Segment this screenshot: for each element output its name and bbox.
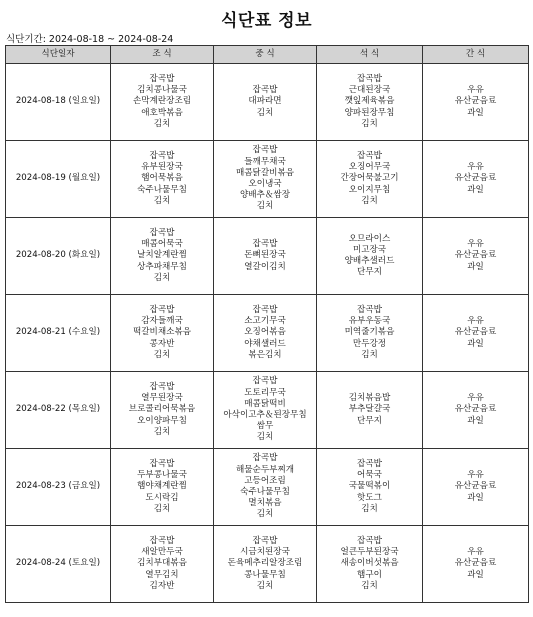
breakfast-menu-item: 김치 — [153, 503, 171, 514]
snack-menu-item: 과일 — [467, 415, 484, 426]
snack-cell — [423, 141, 529, 218]
dinner-menu-item: 깻잎제육볶음 — [344, 96, 395, 107]
dinner-menu-item: 김치볶음밥 — [348, 393, 391, 404]
dinner-menu-item: 새송이버섯볶음 — [340, 558, 399, 569]
snack-cell — [423, 449, 529, 526]
snack-menu-item: 우유 — [467, 393, 484, 404]
dinner-menu-item: 김치 — [361, 349, 378, 360]
lunch-menu-item: 잡곡밥 — [252, 453, 278, 464]
lunch-menu-item: 김치 — [256, 107, 274, 118]
dinner-menu-item: 햄구이 — [357, 569, 382, 580]
breakfast-menu-item: 잡곡밥 — [149, 227, 175, 238]
dinner-menu-item: 유부우동국 — [348, 316, 391, 327]
dinner-menu-item: 오므라이스 — [348, 233, 391, 244]
lunch-menu-item: 잡곡밥 — [252, 85, 278, 96]
breakfast-menu-item: 김자반 — [149, 580, 175, 591]
breakfast-menu-item: 김치 — [153, 349, 171, 360]
lunch-cell — [214, 64, 317, 141]
breakfast-menu-item: 잡곡밥 — [149, 73, 175, 84]
dinner-menu-item: 부추달걀국 — [348, 404, 391, 415]
table-row — [6, 64, 529, 141]
breakfast-menu-item: 김치 — [153, 195, 171, 206]
meal-date: 2024-08-21 (수요일) — [6, 295, 111, 372]
lunch-menu-item: 잡곡밥 — [252, 376, 278, 387]
lunch-menu-item: 멸치볶음 — [248, 498, 282, 509]
breakfast-menu-item: 잡곡밥 — [149, 304, 175, 315]
dinner-menu-item: 잡곡밥 — [357, 458, 382, 469]
snack-cell — [423, 372, 529, 449]
snack-menu-item: 우유 — [467, 470, 484, 481]
lunch-cell — [214, 526, 317, 603]
dinner-menu-item: 김치 — [361, 503, 378, 514]
dinner-menu-item: 근대된장국 — [348, 85, 391, 96]
breakfast-menu-item: 날치알계란찜 — [137, 250, 187, 261]
breakfast-menu-item: 유부된장국 — [141, 162, 183, 173]
lunch-menu-item: 볶은김치 — [248, 349, 282, 360]
snack-menu-item: 과일 — [467, 338, 484, 349]
breakfast-menu-item: 김치콩나물국 — [137, 85, 187, 96]
breakfast-menu-item: 애호박볶음 — [141, 107, 183, 118]
lunch-menu-item: 오이냉국 — [248, 179, 282, 189]
breakfast-cell — [111, 218, 214, 295]
snack-menu-item: 우유 — [467, 316, 484, 327]
lunch-cell — [214, 141, 317, 218]
table-row — [6, 372, 529, 449]
dinner-cell — [317, 141, 423, 218]
lunch-menu-item: 잡곡밥 — [252, 239, 278, 250]
lunch-menu-item: 쌈무 — [256, 421, 274, 432]
dinner-cell — [317, 218, 423, 295]
breakfast-menu-item: 매콤어묵국 — [141, 239, 183, 250]
table-row — [6, 449, 529, 526]
dinner-menu-item: 단무지 — [357, 415, 382, 426]
dinner-cell — [317, 372, 423, 449]
lunch-menu-item: 해물순두부찌개 — [235, 464, 295, 475]
lunch-menu-item: 잡곡밥 — [252, 145, 278, 156]
breakfast-menu-item: 햄야채계란찜 — [137, 481, 187, 492]
dinner-cell — [317, 295, 423, 372]
dinner-menu-item: 오징어무국 — [348, 162, 391, 173]
dinner-cell — [317, 526, 423, 603]
dinner-menu-item: 잡곡밥 — [357, 304, 382, 315]
lunch-menu-item: 시금치된장국 — [240, 547, 290, 558]
dinner-menu-item: 김치 — [361, 195, 378, 206]
snack-cell — [423, 526, 529, 603]
breakfast-menu-item: 두부콩나물국 — [137, 470, 187, 481]
page-title: 식단표 정보 — [220, 11, 313, 31]
snack-cell — [423, 218, 529, 295]
lunch-menu-item: 김치 — [256, 580, 274, 591]
breakfast-menu-item: 김치부대볶음 — [137, 558, 187, 569]
lunch-menu-item: 들깨무채국 — [244, 156, 286, 167]
breakfast-menu-item: 잡곡밥 — [149, 150, 175, 161]
meal-table — [5, 45, 529, 603]
breakfast-menu-item: 잡곡밥 — [149, 535, 175, 546]
lunch-menu-item: 야채샐러드 — [244, 338, 286, 349]
snack-menu-item: 유산균음료 — [454, 327, 497, 338]
breakfast-cell — [111, 372, 214, 449]
lunch-menu-item: 잡곡밥 — [252, 535, 278, 546]
dinner-menu-item: 미역줄기볶음 — [344, 327, 395, 338]
dinner-menu-item: 오이지무침 — [348, 184, 391, 195]
breakfast-menu-item: 김치 — [153, 272, 171, 283]
snack-menu-item: 과일 — [467, 261, 484, 272]
meal-period: 식단기간: 2024-08-18 ~ 2024-08-24 — [6, 34, 174, 45]
table-body — [6, 64, 529, 603]
lunch-menu-item: 매콤닭갈비볶음 — [235, 167, 295, 178]
dinner-menu-item: 핫도그 — [357, 492, 382, 503]
snack-menu-item: 유산균음료 — [454, 404, 497, 415]
meal-date: 2024-08-19 (월요일) — [6, 141, 111, 218]
breakfast-menu-item: 새알만두국 — [141, 547, 183, 558]
dinner-menu-item: 간장어묵불고기 — [340, 173, 399, 184]
breakfast-menu-item: 숙주나물무침 — [137, 184, 187, 195]
lunch-cell — [214, 295, 317, 372]
header-date: 식단일자 — [6, 46, 111, 64]
lunch-cell — [214, 449, 317, 526]
header-breakfast: 조 식 — [111, 46, 214, 64]
breakfast-menu-item: 김치 — [153, 118, 171, 129]
dinner-menu-item: 미고장국 — [352, 244, 387, 255]
meal-date: 2024-08-24 (토요일) — [6, 526, 111, 603]
lunch-menu-item: 콩나물무침 — [244, 569, 286, 580]
table-row — [6, 295, 529, 372]
snack-menu-item: 유산균음료 — [454, 173, 497, 184]
breakfast-menu-item: 상추파채무침 — [137, 261, 187, 272]
dinner-menu-item: 양파된장무침 — [344, 107, 395, 118]
snack-menu-item: 유산균음료 — [454, 558, 497, 569]
breakfast-menu-item: 잡곡밥 — [149, 458, 175, 469]
lunch-menu-item: 잡곡밥 — [252, 304, 278, 315]
snack-menu-item: 유산균음료 — [454, 250, 497, 261]
lunch-menu-item: 돈육메추리알장조림 — [227, 558, 303, 569]
dinner-menu-item: 양배추샐러드 — [344, 256, 395, 266]
dinner-menu-item: 만두강정 — [352, 338, 387, 349]
snack-menu-item: 우유 — [467, 547, 484, 558]
lunch-menu-item: 김치 — [256, 509, 274, 520]
table-row — [6, 218, 529, 295]
lunch-menu-item: 대파라면 — [248, 96, 282, 107]
snack-cell — [423, 295, 529, 372]
breakfast-cell — [111, 141, 214, 218]
lunch-menu-item: 열갈이김치 — [244, 261, 286, 272]
breakfast-menu-item: 잡곡밥 — [149, 381, 175, 392]
breakfast-menu-item: 열무된장국 — [141, 393, 183, 404]
lunch-menu-item: 고등어조림 — [244, 475, 286, 486]
dinner-menu-item: 김치 — [361, 118, 378, 129]
dinner-menu-item: 얼큰두부된장국 — [340, 547, 399, 558]
header-snack: 간 식 — [423, 46, 529, 64]
snack-menu-item: 유산균음료 — [454, 481, 497, 492]
breakfast-menu-item: 손막계란장조림 — [132, 96, 192, 107]
dinner-cell — [317, 449, 423, 526]
snack-menu-item: 유산균음료 — [454, 96, 497, 107]
lunch-menu-item: 양배추＆쌈장 — [239, 190, 291, 201]
lunch-menu-item: 매콤닭떡비 — [244, 398, 286, 409]
breakfast-cell — [111, 295, 214, 372]
dinner-menu-item: 잡곡밥 — [357, 535, 382, 546]
breakfast-menu-item: 열무김치 — [145, 569, 179, 580]
breakfast-menu-item: 햄어묵볶음 — [141, 173, 183, 184]
breakfast-menu-item: 떡갈비채소볶음 — [132, 327, 192, 338]
lunch-menu-item: 돈뼈된장국 — [244, 250, 286, 261]
breakfast-cell — [111, 449, 214, 526]
snack-menu-item: 과일 — [467, 492, 484, 503]
table-row — [6, 141, 529, 218]
snack-menu-item: 과일 — [467, 184, 484, 195]
meal-date: 2024-08-18 (일요일) — [6, 64, 111, 141]
breakfast-cell — [111, 64, 214, 141]
lunch-menu-item: 아삭이고추＆된장무침 — [223, 410, 307, 420]
dinner-menu-item: 국물떡볶이 — [348, 481, 391, 492]
snack-menu-item: 우유 — [467, 162, 484, 173]
breakfast-menu-item: 감자들깨국 — [141, 316, 183, 327]
snack-menu-item: 과일 — [467, 107, 484, 118]
lunch-menu-item: 김치 — [256, 432, 274, 443]
snack-menu-item: 우유 — [467, 239, 484, 250]
dinner-menu-item: 단무지 — [357, 267, 382, 278]
breakfast-menu-item: 브로콜리어묵볶음 — [128, 404, 196, 415]
meal-date: 2024-08-22 (목요일) — [6, 372, 111, 449]
dinner-menu-item: 잡곡밥 — [357, 73, 382, 84]
dinner-menu-item: 김치 — [361, 580, 378, 591]
dinner-cell — [317, 64, 423, 141]
dinner-menu-item: 어묵국 — [357, 470, 382, 481]
breakfast-menu-item: 도시락김 — [145, 492, 179, 503]
table-row — [6, 526, 529, 603]
breakfast-menu-item: 콩자반 — [149, 338, 175, 349]
meal-date: 2024-08-23 (금요일) — [6, 449, 111, 526]
lunch-menu-item: 소고기무국 — [244, 316, 286, 327]
meal-date: 2024-08-20 (화요일) — [6, 218, 111, 295]
snack-cell — [423, 64, 529, 141]
header-lunch: 중 식 — [214, 46, 317, 64]
lunch-menu-item: 도토리무국 — [244, 387, 286, 398]
dinner-menu-item: 잡곡밥 — [357, 150, 382, 161]
snack-menu-item: 우유 — [467, 85, 484, 96]
breakfast-menu-item: 김치 — [153, 426, 171, 437]
header-dinner: 석 식 — [317, 46, 423, 64]
breakfast-menu-item: 오이양파무침 — [137, 415, 187, 426]
lunch-menu-item: 김치 — [256, 201, 274, 212]
table-header-row — [6, 46, 529, 64]
lunch-cell — [214, 218, 317, 295]
snack-menu-item: 과일 — [467, 569, 484, 580]
breakfast-cell — [111, 526, 214, 603]
lunch-menu-item: 숙주나물무침 — [240, 487, 290, 497]
lunch-cell — [214, 372, 317, 449]
lunch-menu-item: 오징어볶음 — [244, 327, 286, 338]
